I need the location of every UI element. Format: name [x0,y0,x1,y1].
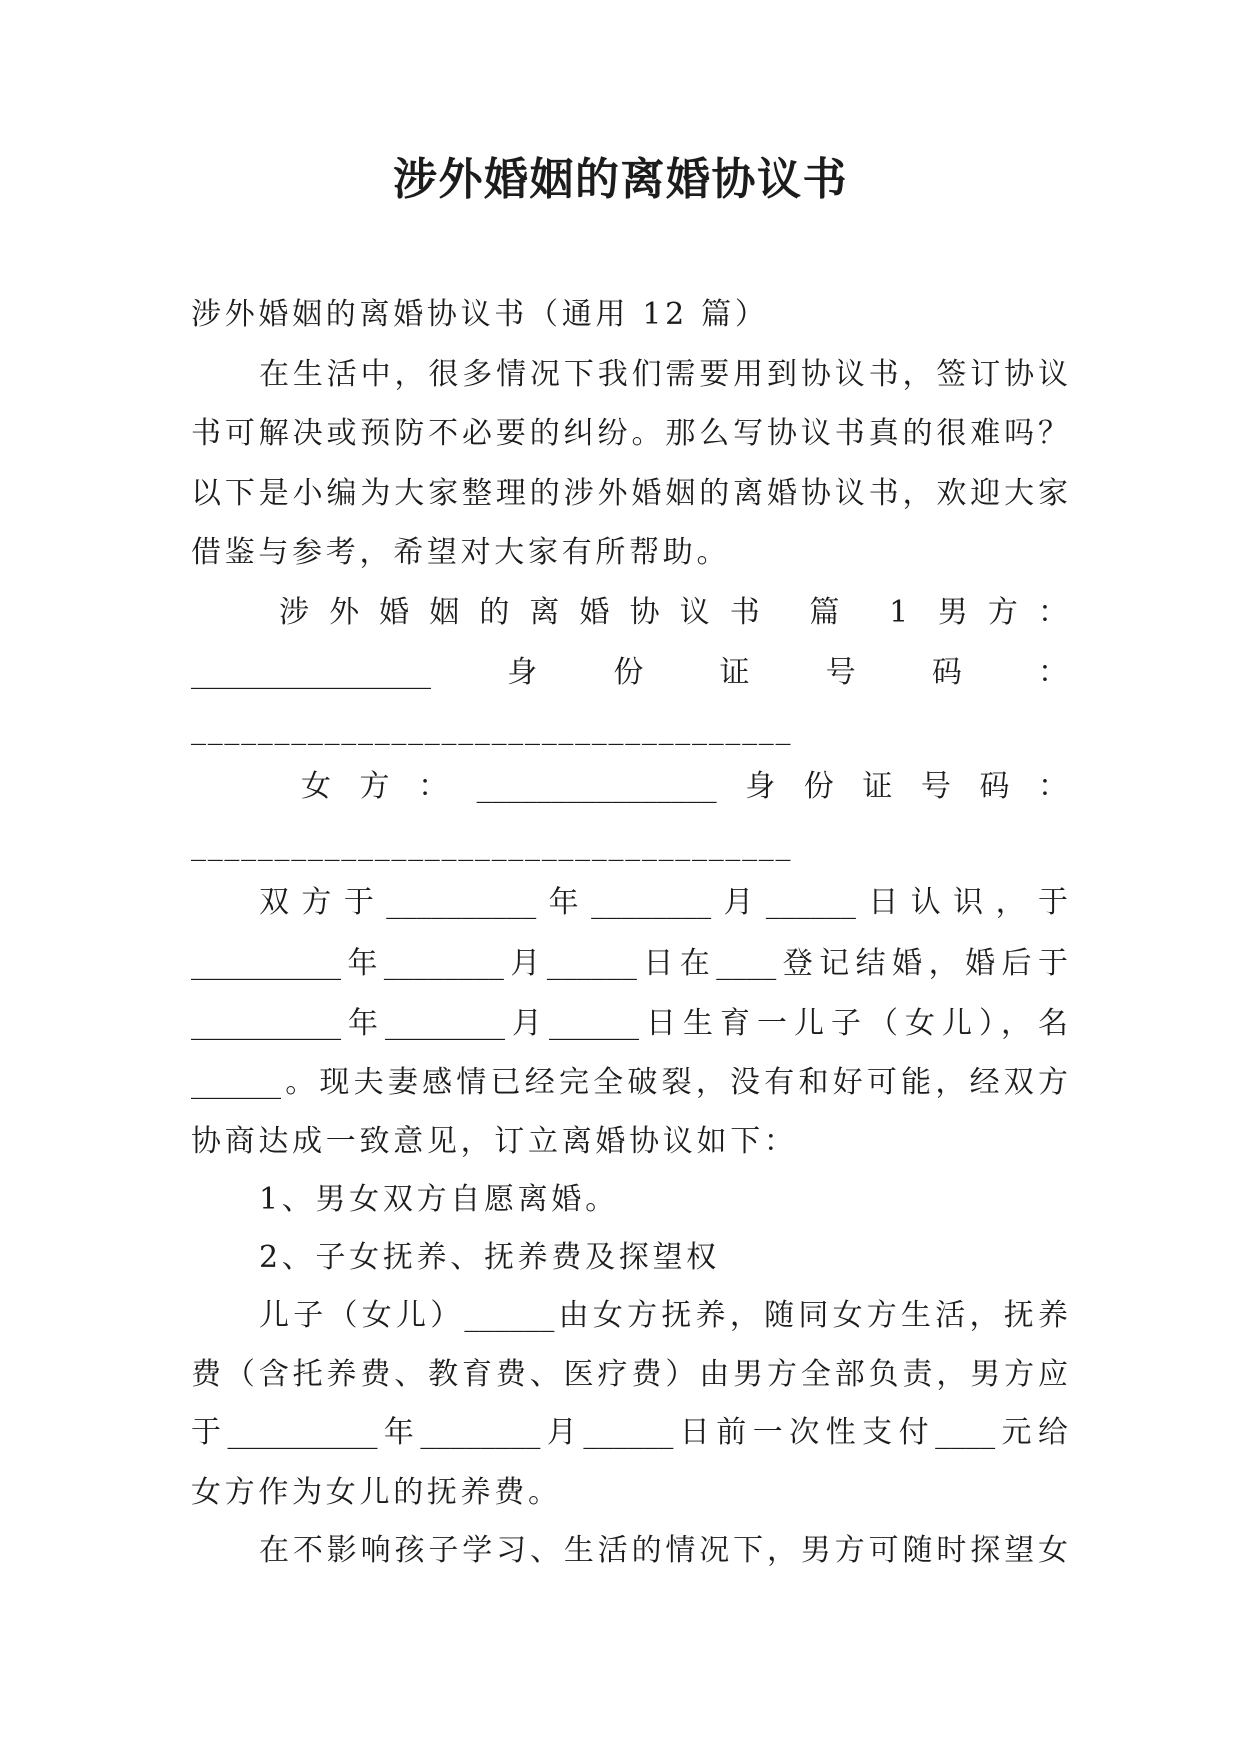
collection-heading: 涉外婚姻的离婚协议书（通用 12 篇） [191,297,769,332]
intro-line: 以下是小编为大家整理的涉外婚姻的离婚协议书，欢迎大家 [191,476,1068,511]
blank-fill-line: ____________________________________ [191,711,793,746]
visitation-line: 在不影响孩子学习、生活的情况下，男方可随时探望女 [259,1533,1068,1568]
intro-line: 书可解决或预防不必要的纠纷。那么写协议书真的很难吗？ [191,416,1068,451]
clause-2-title: 2、子女抚养、抚养费及探望权 [259,1240,720,1275]
child-support-line: 儿子（女儿）______由女方抚养，随同女方生活，抚养 [259,1298,1068,1333]
female-party-line: 女方：________________身份证号码： [301,769,1068,804]
marriage-facts-line: __________年________月______日在____登记结婚，婚后于 [191,946,1068,981]
marriage-facts-line: 双方于__________年________月______日认识，于 [259,885,1068,920]
male-id-number-line: ________________身份证号码： [191,655,1068,690]
clause-1-line: 1、男女双方自愿离婚。 [259,1182,619,1217]
marriage-facts-line: __________年________月______日生育一儿子（女儿），名 [191,1006,1068,1041]
child-support-line: 费（含托养费、教育费、医疗费）由男方全部负责，男方应 [191,1357,1068,1392]
marriage-facts-line: 协商达成一致意见，订立离婚协议如下： [191,1124,798,1159]
document-title: 涉外婚姻的离婚协议书 [393,154,848,205]
intro-line: 借鉴与参考，希望对大家有所帮助。 [191,535,731,570]
marriage-facts-line: ______。现夫妻感情已经完全破裂，没有和好可能，经双方 [191,1065,1068,1100]
agreement-heading-line: 涉外婚姻的离婚协议书 篇 1 男方： [279,595,1068,630]
child-support-line: 女方作为女儿的抚养费。 [191,1475,562,1510]
child-support-line: 于__________年________月______日前一次性支付____元给 [191,1415,1068,1450]
blank-fill-line: ____________________________________ [191,827,793,862]
intro-line: 在生活中，很多情况下我们需要用到协议书，签订协议 [259,357,1068,392]
